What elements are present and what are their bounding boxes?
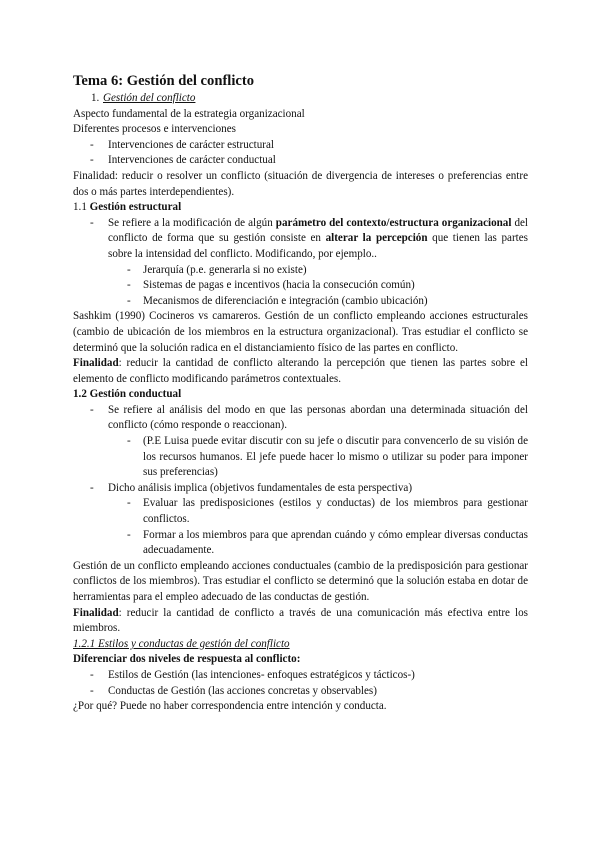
list-item: - Estilos de Gestión (las intenciones- enfoques estratégicos y tácticos-) (90, 668, 415, 681)
section-1-2-1-heading: 1.2.1 Estilos y conductas de gestión del conflicto (73, 637, 290, 650)
example-paragraph: Sashkim (1990) Cocineros vs camareros. Gestión de un conflicto empleando acciones estructurales (cambio de ubicación de los miembros en la estructura organizacional). Tras estudiar el conflicto se determinó que la solución radica en el distanciamiento físico de las partes en conflicto. (73, 310, 528, 354)
list-item: - (P.E Luisa puede evitar discutir con su jefe o discutir para convencerlo de su visión de los recursos humanos. El jefe puede hacer lo mismo o utilizar su poder para imponer sus preferencias) (127, 435, 528, 479)
list-item: - Conductas de Gestión (las acciones concretas y observables) (90, 684, 377, 697)
list-item: - Sistemas de pagas e incentivos (hacia la consecución común) (127, 279, 415, 292)
list-item: - Evaluar las predisposiciones (estilos y conductas) de los miembros para gestionar conflictos. (127, 497, 528, 526)
list-item: - Intervenciones de carácter estructural (90, 138, 274, 151)
list-item: - Se refiere al análisis del modo en que las personas abordan una determinada situación del conflicto (cómo responde o reaccionan). (90, 403, 528, 432)
list-item: - Formar a los miembros para que aprendan cuándo y cómo emplear diversas conductas adecuadamente. (127, 528, 528, 557)
section-1-1-heading: 1.1 Gestión estructural (73, 201, 182, 214)
list-item: - Se refiere a la modificación de algún parámetro del contexto/estructura organizacional del conflicto de forma que su gestión consiste en alterar la percepción que tienen las partes sobre la intensidad del conflicto. Modificando, por ejemplo.. (90, 216, 528, 260)
list-item: - Dicho análisis implica (objetivos fundamentales de esta perspectiva) (90, 481, 413, 494)
page-title: Tema 6: Gestión del conflicto (73, 73, 255, 89)
list-item: - Jerarquía (p.e. generarla si no existe) (127, 263, 307, 276)
finalidad-paragraph: Finalidad: reducir la cantidad de conflicto a través de una comunicación más efectiva entre los miembros. (73, 606, 528, 635)
bold-line: Diferenciar dos niveles de respuesta al conflicto: (73, 653, 301, 666)
intro-line: Diferentes procesos e intervenciones (73, 123, 236, 136)
section-1-heading: 1. Gestión del conflicto (91, 92, 196, 104)
example-paragraph: Gestión de un conflicto empleando acciones conductuales (cambio de la predisposición para gestionar conflictos de los miembros). Tras estudiar el conflicto se determinó que la solución estaba en dotar de herramientas para el empleo adecuado de las conductas de gestión. (73, 559, 528, 603)
intro-line: Aspecto fundamental de la estrategia organizacional (73, 107, 305, 120)
finalidad-paragraph: Finalidad: reducir la cantidad de conflicto alterando la percepción que tienen las partes sobre el elemento de conflicto modificando parámetros contextuales. (73, 357, 528, 385)
section-1-2-heading: 1.2 Gestión conductual (73, 388, 182, 401)
finalidad-general: Finalidad: reducir o resolver un conflicto (situación de divergencia de intereses o preferencias entre dos o más partes interdependientes). (73, 169, 528, 198)
list-item: - Intervenciones de carácter conductual (90, 154, 276, 167)
document-page (73, 72, 528, 715)
section-1-label: Gestión del conflicto (103, 92, 196, 104)
question-line: ¿Por qué? Puede no haber correspondencia entre intención y conducta. (73, 700, 387, 713)
list-item: - Mecanismos de diferenciación e integración (cambio ubicación) (127, 294, 428, 307)
